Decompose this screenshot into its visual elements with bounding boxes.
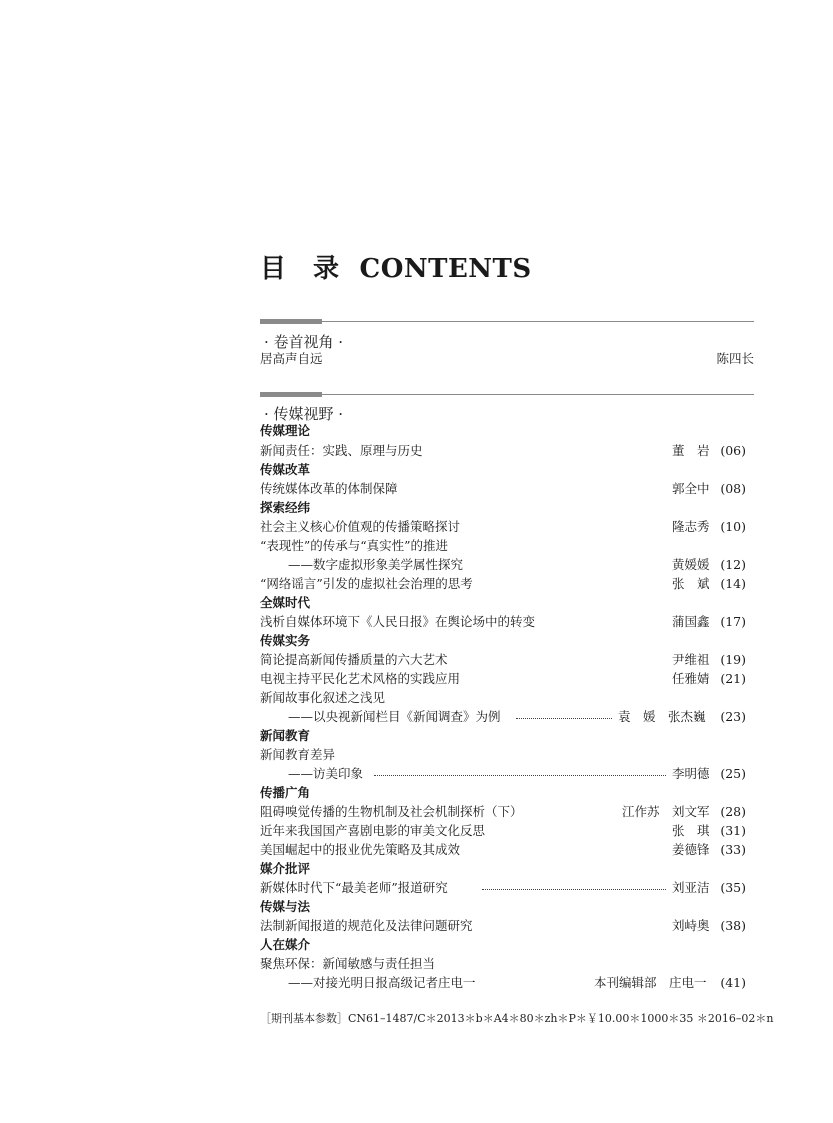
entry-author: 蒲国鑫 <box>672 614 710 629</box>
section-title: · 卷首视角 · <box>264 333 344 351</box>
entry-page: (08) <box>720 481 746 496</box>
entry-author: 江作苏 刘文军 <box>622 804 710 819</box>
entry-author: 任雅婧 <box>672 671 710 686</box>
entry-title: “表现性”的传承与“真实性”的推进 <box>260 538 449 553</box>
entry-title: 阻碍嗅觉传播的生物机制及社会机制探析（下） <box>260 804 523 819</box>
category-heading: 新闻教育 <box>260 728 311 743</box>
entry-author: 张 琪 <box>672 823 710 838</box>
entry-page: (23) <box>720 709 746 724</box>
section-rule <box>260 319 754 324</box>
toc-entry[interactable] <box>260 802 754 821</box>
entry-author: 刘亚洁 <box>672 880 710 895</box>
toc-entry[interactable] <box>260 517 754 536</box>
toc-entry[interactable] <box>260 349 754 368</box>
category-heading: 探索经纬 <box>260 500 311 515</box>
entry-author: 袁 媛 张杰巍 <box>618 709 706 724</box>
toc-entry[interactable] <box>260 669 754 688</box>
entry-title: 简论提高新闻传播质量的六大艺术 <box>260 652 448 667</box>
section-title: · 传媒视野 · <box>264 405 344 423</box>
toc-entry[interactable] <box>260 916 754 935</box>
entry-title: 新闻故事化叙述之浅见 <box>260 690 386 705</box>
entry-page: (31) <box>720 823 746 838</box>
entry-page: (25) <box>720 766 746 781</box>
category-heading: 全媒时代 <box>260 595 311 610</box>
entry-title: “网络谣言”引发的虚拟社会治理的思考 <box>260 576 473 591</box>
entry-page: (38) <box>720 918 746 933</box>
entry-author: 隆志秀 <box>672 519 710 534</box>
toc-entry[interactable] <box>260 650 754 669</box>
title-cn: 目 录 <box>260 254 340 284</box>
toc-entry[interactable] <box>260 574 754 593</box>
entry-page: (28) <box>720 804 746 819</box>
category-heading: 媒介批评 <box>260 861 311 876</box>
category-heading: 传媒实务 <box>260 633 311 648</box>
entry-page: (17) <box>720 614 746 629</box>
toc-entry-subtitle[interactable] <box>260 707 754 726</box>
entry-title: 近年来我国国产喜剧电影的审美文化反思 <box>260 823 486 838</box>
entry-title: ——对接光明日报高级记者庄电一 <box>288 975 476 990</box>
category-heading: 传媒理论 <box>260 423 311 438</box>
entry-author: 陈四长 <box>716 351 754 366</box>
entry-author: 本刊编辑部 庄电一 <box>594 975 707 990</box>
entry-title: 新闻责任：实践、原理与历史 <box>260 443 423 458</box>
toc-entry-subtitle[interactable] <box>260 973 754 992</box>
entry-page: (21) <box>720 671 746 686</box>
entry-title: 居高声自远 <box>260 351 323 366</box>
entry-title: 电视主持平民化艺术风格的实践应用 <box>260 671 461 686</box>
toc-entry[interactable] <box>260 954 754 973</box>
category-heading: 传播广角 <box>260 785 311 800</box>
entry-title: 社会主义核心价值观的传播策略探讨 <box>260 519 461 534</box>
entry-page: (35) <box>720 880 746 895</box>
toc-entry[interactable] <box>260 441 754 460</box>
toc-entry[interactable] <box>260 536 754 555</box>
page-title <box>260 248 532 285</box>
toc-entry[interactable] <box>260 821 754 840</box>
entry-title: ——数字虚拟形象美学属性探究 <box>288 557 464 572</box>
entry-page: (10) <box>720 519 746 534</box>
entry-page: (19) <box>720 652 746 667</box>
entry-title: 传统媒体改革的体制保障 <box>260 481 398 496</box>
entry-author: 李明德 <box>672 766 710 781</box>
entry-page: (06) <box>720 443 746 458</box>
entry-author: 姜德锋 <box>672 842 710 857</box>
entry-page: (41) <box>720 975 746 990</box>
toc-entry[interactable] <box>260 745 754 764</box>
category-heading: 传媒与法 <box>260 899 311 914</box>
toc-entry[interactable] <box>260 612 754 631</box>
entry-author: 尹维祖 <box>672 652 710 667</box>
toc-entry[interactable] <box>260 840 754 859</box>
toc-entry-subtitle[interactable] <box>260 764 754 783</box>
category-heading: 传媒改革 <box>260 462 311 477</box>
entry-title: ——访美印象 <box>288 766 364 781</box>
dot-leader <box>374 775 666 776</box>
toc-entry[interactable] <box>260 688 754 707</box>
entry-author: 黄媛媛 <box>672 557 710 572</box>
entry-author: 刘峙奥 <box>672 918 710 933</box>
toc-entry[interactable] <box>260 878 754 897</box>
entry-title: 聚焦环保：新闻敏感与责任担当 <box>260 956 436 971</box>
entry-title: 法制新闻报道的规范化及法律问题研究 <box>260 918 473 933</box>
title-en: CONTENTS <box>359 254 532 284</box>
dot-leader <box>516 718 612 719</box>
entry-page: (14) <box>720 576 746 591</box>
toc-entry-subtitle[interactable] <box>260 555 754 574</box>
entry-author: 郭全中 <box>672 481 710 496</box>
entry-page: (33) <box>720 842 746 857</box>
entry-title: ——以央视新闻栏目《新闻调查》为例 <box>288 709 501 724</box>
entry-page: (12) <box>720 557 746 572</box>
journal-parameters: ［期刊基本参数］CN61–1487/C＊2013＊b＊A4＊80＊zh＊P＊￥10.00＊1000＊35 ＊2016–02＊n <box>260 1012 774 1025</box>
entry-author: 董 岩 <box>672 443 710 458</box>
entry-title: 新闻教育差异 <box>260 747 336 762</box>
toc-entry[interactable] <box>260 479 754 498</box>
entry-title: 浅析自媒体环境下《人民日报》在舆论场中的转变 <box>260 614 536 629</box>
category-heading: 人在媒介 <box>260 937 311 952</box>
dot-leader <box>482 889 666 890</box>
section-rule <box>260 392 754 397</box>
entry-author: 张 斌 <box>672 576 710 591</box>
entry-title: 新媒体时代下“最美老师”报道研究 <box>260 880 448 895</box>
entry-title: 美国崛起中的报业优先策略及其成效 <box>260 842 461 857</box>
